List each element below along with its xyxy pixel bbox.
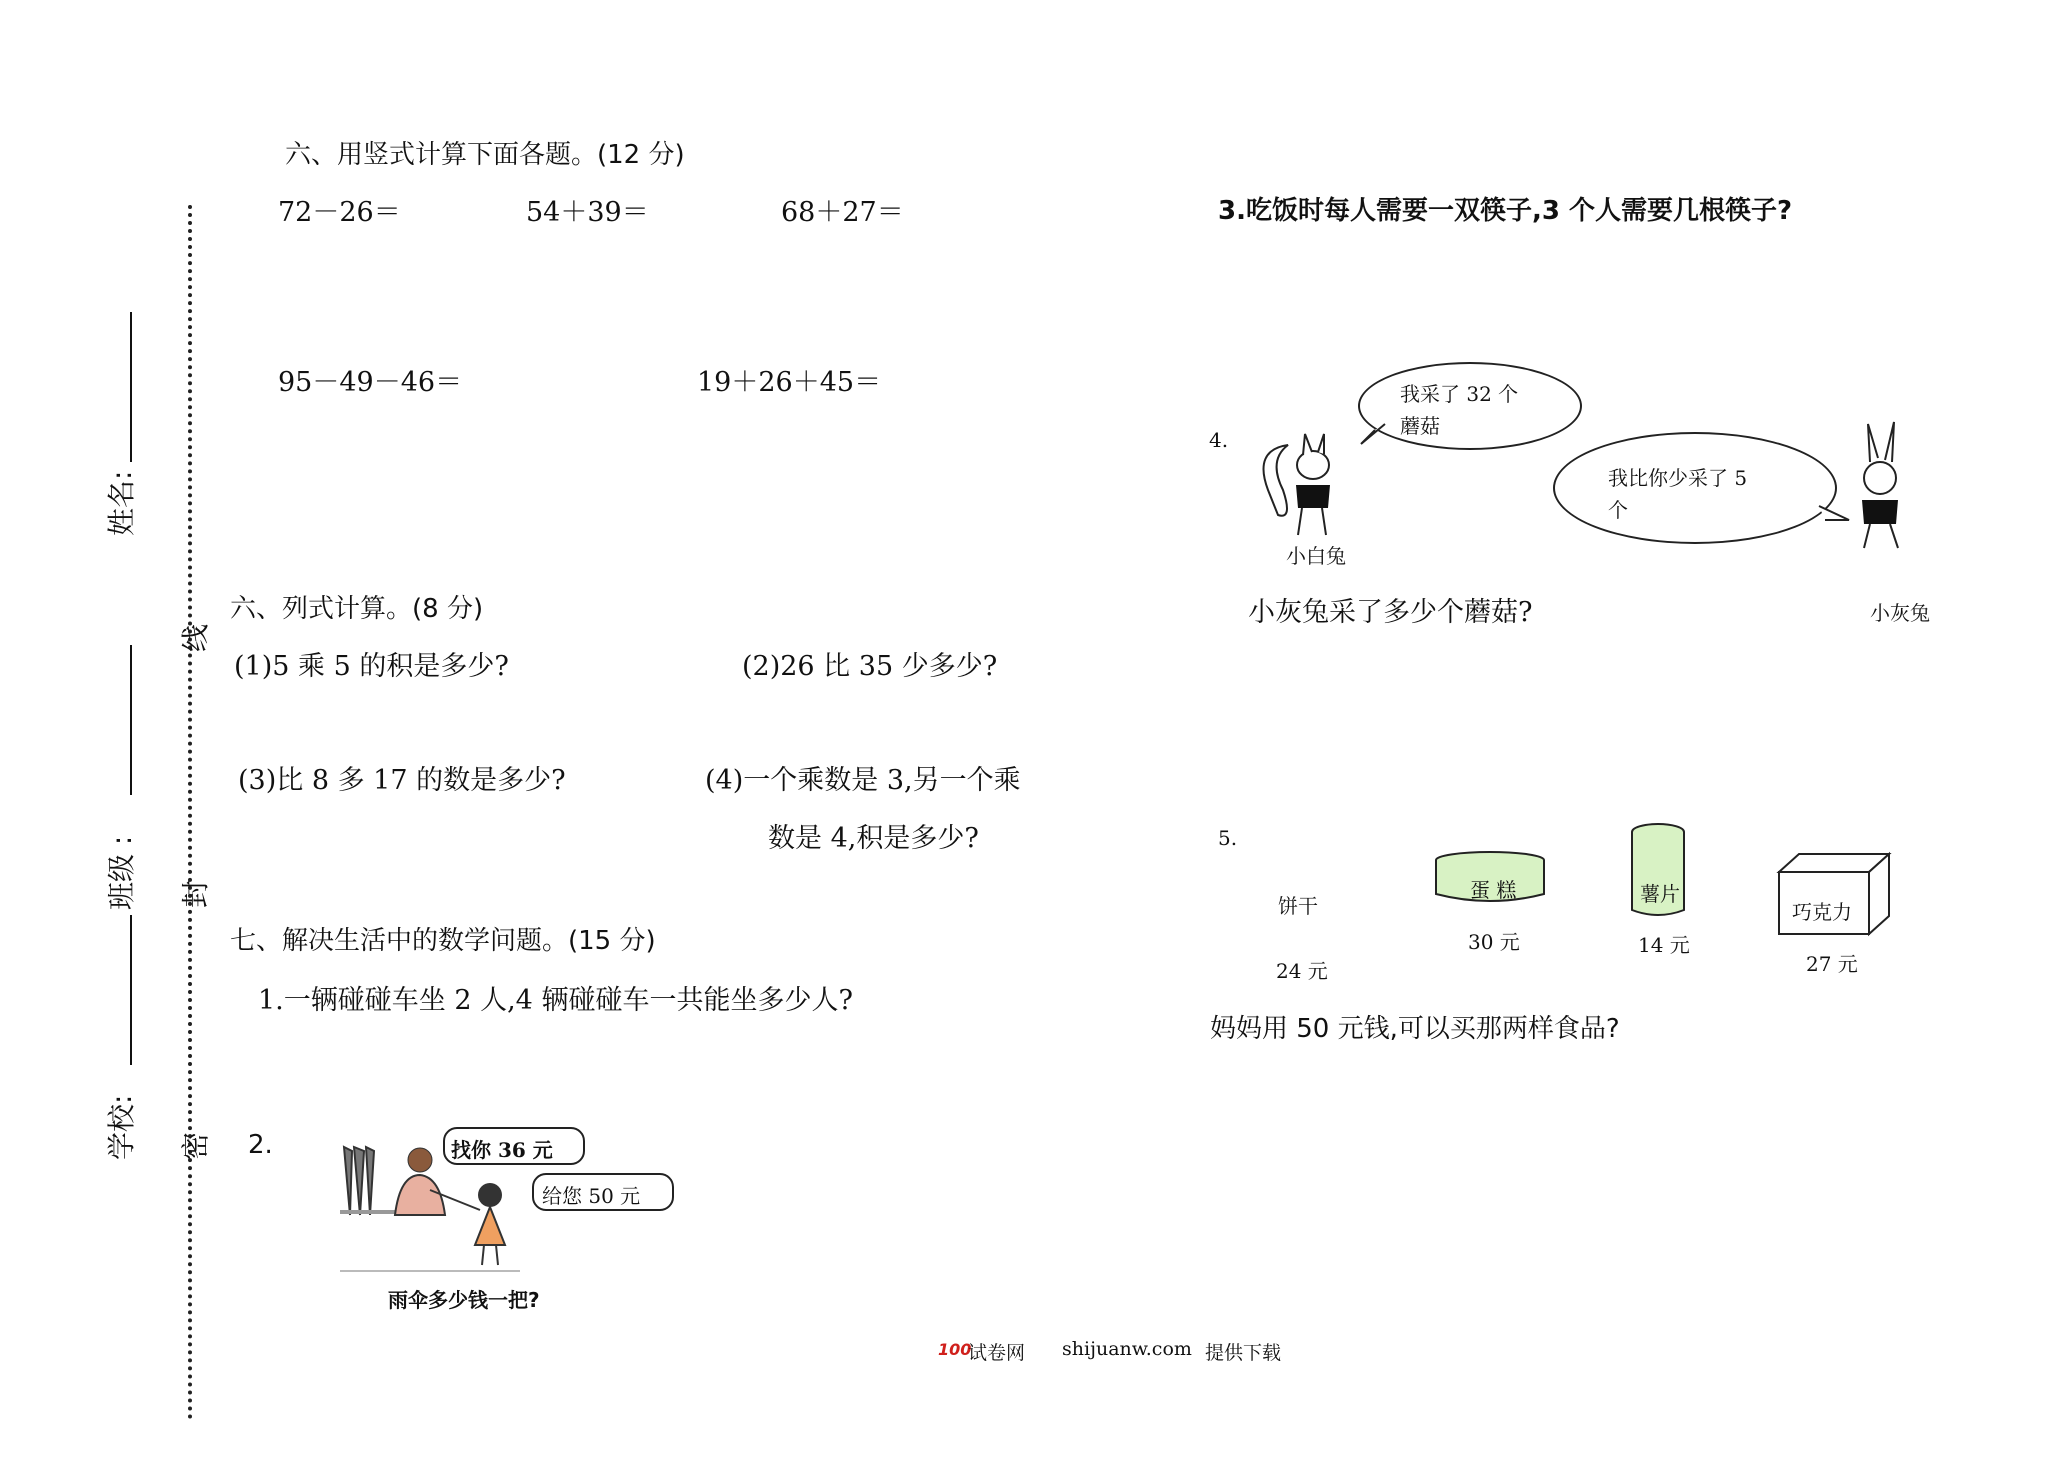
name-underline xyxy=(130,312,132,462)
q5-item-chips-name: 薯片 xyxy=(1640,882,1680,906)
problem-3: 68＋27＝ xyxy=(781,197,904,228)
q4-bubble-1-line1: 我采了 32 个 xyxy=(1400,382,1519,406)
q5-item-chocolate-name: 巧克力 xyxy=(1792,900,1852,924)
q5-item-cake-name: 蛋 糕 xyxy=(1470,878,1517,902)
footer-logo-text: 试卷网 xyxy=(968,1342,1026,1364)
footer-note: 提供下载 xyxy=(1205,1342,1282,1364)
expr-q4-line2: 数是 4,积是多少? xyxy=(768,823,979,854)
grey-rabbit-illustration xyxy=(1830,420,1930,555)
q4-question: 小灰兔采了多少个蘑菇? xyxy=(1248,597,1533,628)
q5-question: 妈妈用 50 元钱,可以买那两样食品? xyxy=(1210,1014,1620,1044)
expr-q1: (1)5 乘 5 的积是多少? xyxy=(234,651,509,682)
life-q1: 1.一辆碰碰车坐 2 人,4 辆碰碰车一共能坐多少人? xyxy=(258,985,853,1016)
expr-q3: (3)比 8 多 17 的数是多少? xyxy=(238,765,566,796)
q2-bubble-change-text: 找你 36 元 xyxy=(451,1138,553,1162)
school-label: 学校: xyxy=(105,1094,138,1160)
school-underline xyxy=(130,915,132,1065)
life-q5-number: 5. xyxy=(1218,826,1238,850)
problem-5: 19＋26＋45＝ xyxy=(697,367,882,398)
problem-1: 72－26＝ xyxy=(278,197,401,228)
q5-item-chocolate-price: 27 元 xyxy=(1806,952,1858,976)
bubble-tail-1 xyxy=(1355,420,1395,450)
q2-caption: 雨伞多少钱一把? xyxy=(388,1288,540,1312)
expr-q2: (2)26 比 35 少多少? xyxy=(742,651,998,682)
name-label: 姓名: xyxy=(105,470,138,536)
q4-bubble-1-line2: 蘑菇 xyxy=(1400,414,1440,438)
chocolate-box-illustration xyxy=(1775,850,1895,940)
fold-mark-mi: 密 xyxy=(179,1131,212,1160)
q4-label-white-rabbit: 小白兔 xyxy=(1286,544,1346,568)
q4-label-grey-rabbit: 小灰兔 xyxy=(1870,601,1930,625)
q4-bubble-2-line2: 个 xyxy=(1608,498,1628,522)
footer-site: shijuanw.com xyxy=(1062,1338,1192,1360)
fold-mark-feng: 封 xyxy=(179,879,212,908)
q2-bubble-pay-text: 给您 50 元 xyxy=(542,1184,641,1208)
binding-dotted-line xyxy=(188,205,192,1420)
expr-q4-line1: (4)一个乘数是 3,另一个乘 xyxy=(705,765,1021,796)
section-expression-title: 六、列式计算。(8 分) xyxy=(230,594,484,624)
class-label: 班级 : xyxy=(105,835,138,910)
class-underline xyxy=(130,645,132,795)
chips-can-illustration xyxy=(1628,822,1688,922)
life-q4-number: 4. xyxy=(1209,428,1229,452)
q4-bubble-2-line1: 我比你少采了 5 xyxy=(1608,466,1748,490)
q5-item-biscuit-price: 24 元 xyxy=(1276,959,1328,983)
problem-4: 95－49－46＝ xyxy=(278,367,463,398)
life-q3: 3.吃饭时每人需要一双筷子,3 个人需要几根筷子? xyxy=(1218,196,1793,226)
section-life-title: 七、解决生活中的数学问题。(15 分) xyxy=(230,926,656,956)
q5-item-biscuit-name: 饼干 xyxy=(1278,894,1318,918)
section-vertical-title: 六、用竖式计算下面各题。(12 分) xyxy=(285,140,685,170)
q5-item-chips-price: 14 元 xyxy=(1638,933,1690,957)
fold-mark-xian: 线 xyxy=(179,623,212,652)
footer-logo-number: 100 xyxy=(938,1340,972,1359)
q5-item-cake-price: 30 元 xyxy=(1468,930,1520,954)
life-q2-number: 2. xyxy=(248,1130,273,1160)
q2-bubble-change xyxy=(443,1127,585,1165)
problem-2: 54＋39＝ xyxy=(526,197,649,228)
q2-bubble-pay xyxy=(532,1173,674,1211)
